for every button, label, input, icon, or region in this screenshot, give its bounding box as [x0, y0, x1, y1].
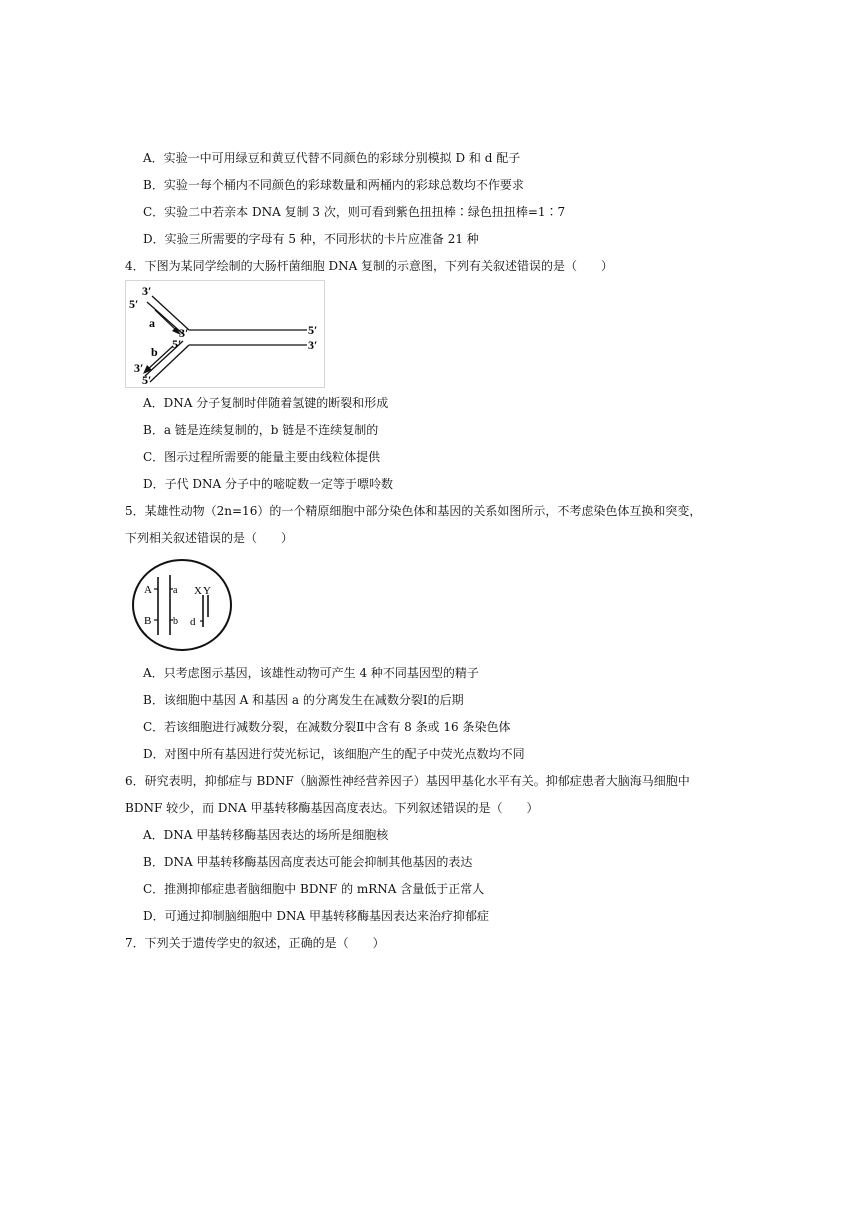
label-chrom-X: X — [194, 585, 202, 597]
label-right-5prime: 5′ — [308, 323, 318, 337]
label-a: a — [149, 316, 155, 330]
q3-option-b: B．实验一每个桶内不同颜色的彩球数量和两桶内的彩球总数均不作要求 — [143, 178, 524, 192]
q5-option-b: B．该细胞中基因 A 和基因 a 的分离发生在减数分裂Ⅰ的后期 — [143, 693, 464, 707]
label-bottom-3prime: 3′ — [134, 361, 144, 375]
q5-option-a: A．只考虑图示基因，该雄性动物可产生 4 种不同基因型的精子 — [143, 666, 479, 680]
label-top-3prime: 3′ — [142, 284, 152, 298]
q6-option-b: B．DNA 甲基转移酶基因高度表达可能会抑制其他基因的表达 — [143, 855, 473, 869]
dna-replication-figure — [125, 280, 325, 388]
q5-option-c: C．若该细胞进行减数分裂，在减数分裂Ⅱ中含有 8 条或 16 条染色体 — [143, 720, 511, 734]
q4-stem: 4．下图为某同学绘制的大肠杆菌细胞 DNA 复制的示意图，下列有关叙述错误的是（ ） — [125, 259, 614, 273]
label-gene-a: a — [173, 585, 178, 596]
label-right-3prime: 3′ — [308, 338, 318, 352]
q4-option-a: A．DNA 分子复制时伴随着氢键的断裂和形成 — [143, 396, 389, 410]
label-gene-B: B — [144, 615, 152, 627]
q4-option-c: C．图示过程所需要的能量主要由线粒体提供 — [143, 450, 381, 464]
q5-option-d: D．对图中所有基因进行荧光标记，该细胞产生的配子中荧光点数均不同 — [143, 747, 525, 761]
label-mid-5prime: 5′ — [172, 337, 182, 351]
q5-stem-line2: 下列相关叙述错误的是（ ） — [125, 531, 294, 545]
q4-option-d: D．子代 DNA 分子中的嘧啶数一定等于嘌呤数 — [143, 477, 394, 491]
label-top-5prime: 5′ — [129, 297, 139, 311]
q6-stem-line1: 6．研究表明，抑郁症与 BDNF（脑源性神经营养因子）基因甲基化水平有关。抑郁症患者大脑海马细胞中 — [125, 774, 690, 788]
q3-option-c: C．实验二中若亲本 DNA 复制 3 次，则可看到紫色扭扭棒∶绿色扭扭棒=1∶7 — [143, 205, 566, 219]
q5-stem-line1: 5．某雄性动物（2n=16）的一个精原细胞中部分染色体和基因的关系如图所示，不考虑染色体互换和突变， — [125, 504, 702, 518]
q6-option-c: C．推测抑郁症患者脑细胞中 BDNF 的 mRNA 含量低于正常人 — [143, 882, 485, 896]
q4-option-b: B．a 链是连续复制的，b 链是不连续复制的 — [143, 423, 379, 437]
q6-option-d: D．可通过抑制脑细胞中 DNA 甲基转移酶基因表达来治疗抑郁症 — [143, 909, 490, 923]
label-bottom-5prime: 5′ — [142, 373, 152, 387]
q7-stem: 7．下列关于遗传学史的叙述，正确的是（ ） — [125, 936, 385, 950]
q3-option-d: D．实验三所需要的字母有 5 种，不同形状的卡片应准备 21 种 — [143, 232, 479, 246]
label-mid-3prime: 3′ — [179, 326, 189, 340]
label-gene-A: A — [144, 584, 152, 596]
label-chrom-Y: Y — [203, 585, 211, 597]
cell-chromosome-figure — [128, 555, 238, 655]
label-gene-b: b — [173, 616, 178, 627]
label-b: b — [151, 345, 158, 359]
q3-option-a: A．实验一中可用绿豆和黄豆代替不同颜色的彩球分别模拟 D 和 d 配子 — [143, 151, 521, 165]
q6-option-a: A．DNA 甲基转移酶基因表达的场所是细胞核 — [143, 828, 389, 842]
q6-stem-line2: BDNF 较少，而 DNA 甲基转移酶基因高度表达。下列叙述错误的是（ ） — [125, 801, 539, 815]
label-gene-d: d — [190, 616, 196, 628]
